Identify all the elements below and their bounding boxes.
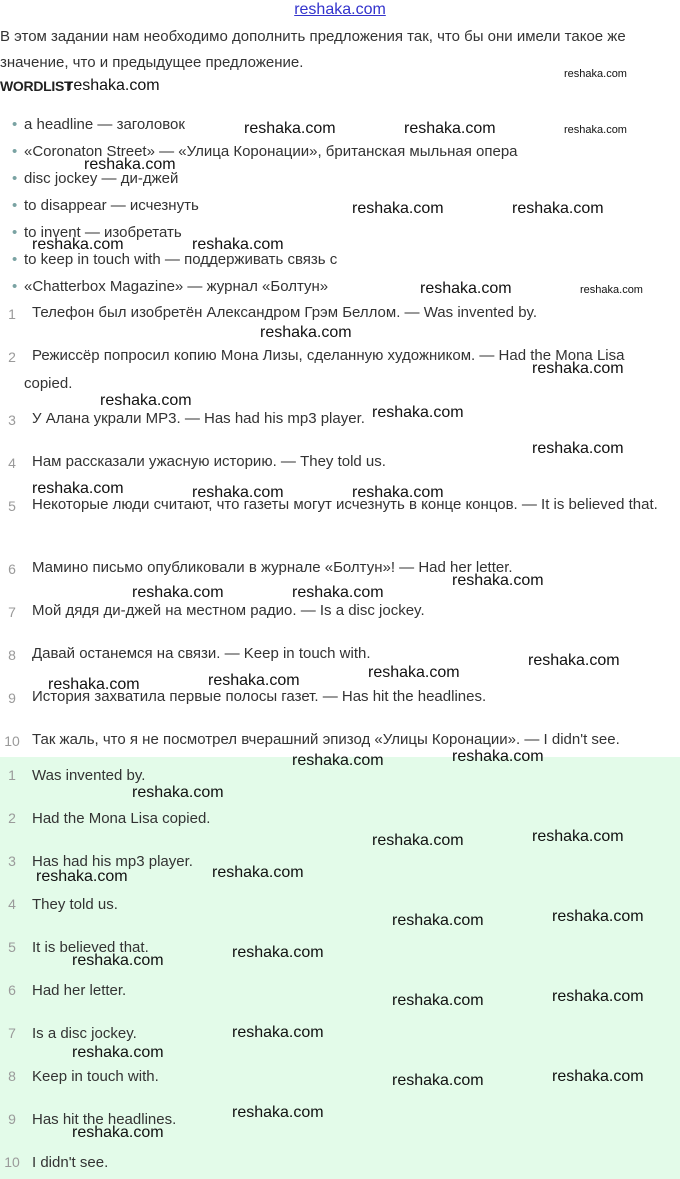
bullet-icon: •	[12, 143, 18, 160]
watermark: reshaka.com	[212, 864, 304, 881]
question-text: У Алана украли MP3. — Has had his mp3 player.	[32, 410, 365, 427]
question-text: Так жаль, что я не посмотрел вчерашний эпизод «Улицы Коронации». — I didn't see.	[32, 731, 620, 748]
watermark: reshaka.com	[552, 908, 644, 925]
watermark: reshaka.com	[352, 484, 444, 501]
answer-number: 8	[8, 1068, 16, 1084]
watermark: reshaka.com	[32, 236, 124, 253]
wordlist-item	[12, 196, 199, 216]
watermark: reshaka.com	[292, 584, 384, 601]
answer-number: 10	[4, 1154, 20, 1170]
watermark: reshaka.com	[72, 952, 164, 969]
answer-number: 7	[8, 1025, 16, 1041]
answer-text: Was invented by.	[32, 767, 146, 784]
watermark: reshaka.com	[84, 156, 176, 173]
question-text: История захватила первые полосы газет. — Has hit the headlines.	[32, 688, 487, 705]
question-text-content: Некоторые люди считают, что газеты могут исчезнуть в конце концов. — It is believed that.	[32, 496, 658, 513]
wordlist-item-text: «Coronaton Street» — «Улица Коронации», британская мыльная опера	[24, 143, 518, 160]
wordlist-item-text: a headline — заголовок	[24, 116, 185, 133]
wordlist-item	[12, 277, 328, 297]
answer-number: 2	[8, 810, 16, 826]
watermark: reshaka.com	[580, 284, 643, 296]
answer-text: Had her letter.	[32, 982, 127, 999]
watermark: reshaka.com	[244, 120, 336, 137]
wordlist-item	[12, 115, 185, 135]
question-number: 10	[4, 733, 20, 749]
watermark: reshaka.com	[392, 912, 484, 929]
question-number: 7	[8, 604, 16, 620]
answer-text: It is believed that.	[32, 939, 149, 956]
question-text-content: Режиссёр попросил копию Мона Лизы, сделанную художником. — Had the Mona Lisa copied.	[24, 347, 625, 392]
question-number: 2	[8, 349, 16, 365]
question-number: 5	[8, 498, 16, 514]
watermark: reshaka.com	[48, 676, 140, 693]
watermark: reshaka.com	[552, 988, 644, 1005]
watermark: reshaka.com	[452, 572, 544, 589]
question-number: 8	[8, 647, 16, 663]
task-intro: В этом задании нам необходимо дополнить предложения так, что бы они имели такое же значение, что и предыдущее предложение.	[0, 28, 626, 71]
watermark: reshaka.com	[532, 440, 624, 457]
question-text: Мой дядя ди-джей на местном радио. — Is a disc jockey.	[32, 602, 425, 619]
bullet-icon: •	[12, 251, 18, 268]
watermark: reshaka.com	[36, 868, 128, 885]
watermark: reshaka.com	[32, 480, 124, 497]
watermark: reshaka.com	[368, 664, 460, 681]
watermark: reshaka.com	[232, 944, 324, 961]
site-header-link[interactable]: reshaka.com	[294, 1, 386, 18]
watermark: reshaka.com	[552, 1068, 644, 1085]
watermark: reshaka.com	[132, 584, 224, 601]
wordlist-item-text: to invent — изобретать	[24, 224, 182, 241]
watermark: reshaka.com	[564, 68, 627, 80]
watermark: reshaka.com	[564, 124, 627, 136]
watermark: reshaka.com	[192, 236, 284, 253]
watermark: reshaka.com	[100, 392, 192, 409]
question-number: 6	[8, 561, 16, 577]
watermark: reshaka.com	[232, 1104, 324, 1121]
watermark: reshaka.com	[232, 1024, 324, 1041]
wordlist-item-text: to disappear — исчезнуть	[24, 197, 199, 214]
answer-text: Keep in touch with.	[32, 1068, 159, 1085]
watermark: reshaka.com	[392, 992, 484, 1009]
watermark: reshaka.com	[392, 1072, 484, 1089]
question-text: Давай останемся на связи. — Keep in touch with.	[32, 645, 371, 662]
answer-number: 3	[8, 853, 16, 869]
question-number: 3	[8, 412, 16, 428]
bullet-icon: •	[12, 197, 18, 214]
watermark: reshaka.com	[452, 748, 544, 765]
question-text: Телефон был изобретён Александром Грэм Беллом. — Was invented by.	[32, 304, 538, 321]
answer-text: Has had his mp3 player.	[32, 853, 193, 870]
answer-number: 9	[8, 1111, 16, 1127]
watermark: reshaka.com	[372, 832, 464, 849]
watermark: reshaka.com	[532, 828, 624, 845]
watermark: reshaka.com	[420, 280, 512, 297]
question-number: 4	[8, 455, 16, 471]
bullet-icon: •	[12, 116, 18, 133]
answer-text: Is a disc jockey.	[32, 1025, 137, 1042]
watermark: reshaka.com	[72, 1044, 164, 1061]
watermark: reshaka.com	[512, 200, 604, 217]
answer-text: Has hit the headlines.	[32, 1111, 177, 1128]
watermark: reshaka.com	[72, 1124, 164, 1141]
wordlist-item-text: disc jockey — ди-джей	[24, 170, 179, 187]
watermark: reshaka.com	[532, 360, 624, 377]
bullet-icon: •	[12, 170, 18, 187]
watermark: reshaka.com	[68, 77, 160, 94]
watermark: reshaka.com	[192, 484, 284, 501]
answer-number: 6	[8, 982, 16, 998]
wordlist-title: WORDLIST	[0, 78, 73, 94]
answer-number: 4	[8, 896, 16, 912]
watermark: reshaka.com	[372, 404, 464, 421]
answer-text: I didn't see.	[32, 1154, 109, 1171]
wordlist-item-text: «Chatterbox Magazine» — журнал «Болтун»	[24, 278, 329, 295]
watermark: reshaka.com	[404, 120, 496, 137]
question-number: 1	[8, 306, 16, 322]
watermark: reshaka.com	[528, 652, 620, 669]
question-text: Нам рассказали ужасную историю. — They told us.	[32, 453, 386, 470]
bullet-icon: •	[12, 278, 18, 295]
watermark: reshaka.com	[132, 784, 224, 801]
wordlist-item-text: to keep in touch with — поддерживать связь с	[24, 251, 338, 268]
answer-text: Had the Mona Lisa copied.	[32, 810, 211, 827]
watermark: reshaka.com	[292, 752, 384, 769]
answer-text: They told us.	[32, 896, 118, 913]
watermark: reshaka.com	[208, 672, 300, 689]
question-text: Мамино письмо опубликовали в журнале «Болтун»! — Had her letter.	[32, 559, 513, 576]
watermark: reshaka.com	[352, 200, 444, 217]
question-number: 9	[8, 690, 16, 706]
answer-number: 5	[8, 939, 16, 955]
watermark: reshaka.com	[260, 324, 352, 341]
answer-number: 1	[8, 767, 16, 783]
bullet-icon: •	[12, 224, 18, 241]
